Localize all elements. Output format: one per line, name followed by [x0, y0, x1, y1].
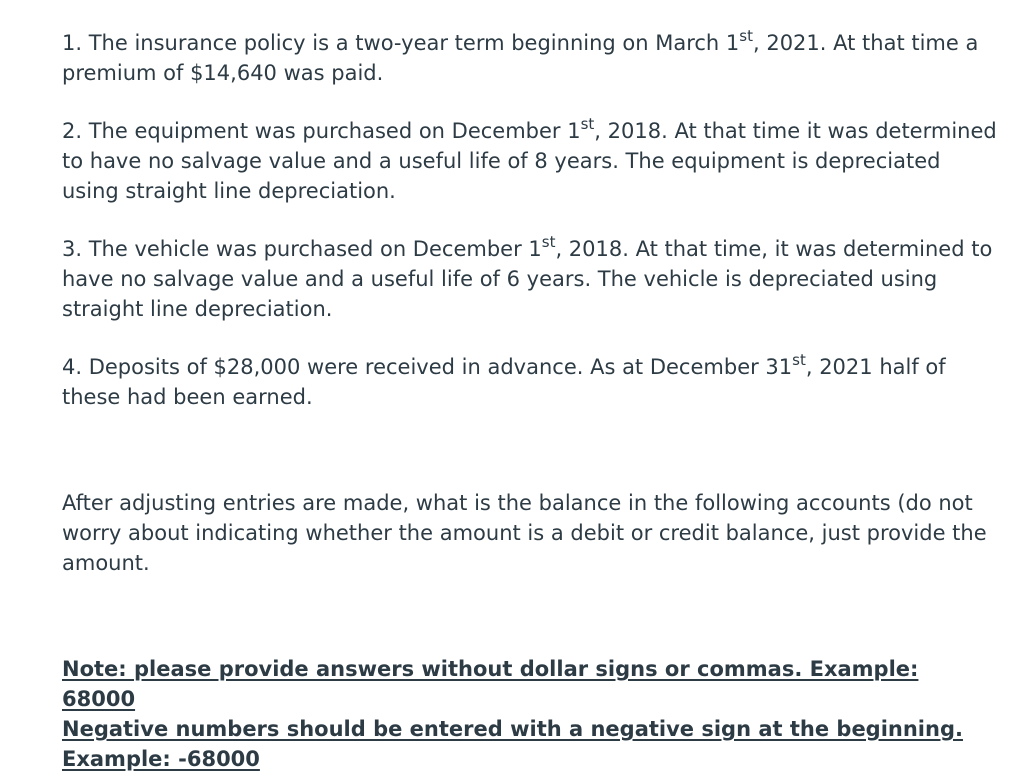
- item-3-ordinal-suffix: st: [541, 233, 556, 251]
- item-2-paragraph: [62, 116, 997, 206]
- item-4-paragraph: [62, 352, 997, 412]
- item-1-paragraph: [62, 28, 997, 88]
- spacer: [62, 324, 997, 352]
- item-4-text-rest: , 2021 half of these had been earned.: [62, 355, 946, 409]
- item-1-text-rest: , 2021. At that time a premium of $14,640 was paid.: [62, 31, 979, 85]
- item-4-ordinal-suffix: st: [792, 351, 806, 369]
- note-paragraph: [62, 654, 997, 774]
- item-2-text: 2. The equipment was purchased on December 1: [62, 119, 581, 143]
- spacer: [62, 578, 997, 654]
- item-3-text: 3. The vehicle was purchased on December 1: [62, 237, 542, 261]
- note-line-2: Negative numbers should be entered with a negative sign at the beginning. Example: -68000: [62, 717, 963, 771]
- item-2-ordinal-suffix: st: [580, 115, 595, 133]
- item-4-text: 4. Deposits of $28,000 were received in advance. As at December 31: [62, 355, 793, 379]
- item-3-text-rest: , 2018. At that time, it was determined to have no salvage value and a useful life of 6 years. The vehicle is depreciated using straight line depreciation.: [62, 237, 993, 321]
- note-line-1: Note: please provide answers without dollar signs or commas. Example: 68000: [62, 657, 919, 711]
- spacer: [62, 88, 997, 116]
- spacer: [62, 206, 997, 234]
- item-2-text-rest: , 2018. At that time it was determined to have no salvage value and a useful life of 8 years. The equipment is depreciated using straight line depreciation.: [62, 119, 997, 203]
- item-1-ordinal-suffix: st: [739, 27, 753, 45]
- question-paragraph: After adjusting entries are made, what is the balance in the following accounts (do not worry about indicating whether the amount is a debit or credit balance, just provide the amount.: [62, 491, 987, 575]
- item-3-paragraph: [62, 234, 997, 324]
- document-body: [62, 28, 997, 774]
- item-1-text: 1. The insurance policy is a two-year term beginning on March 1: [62, 31, 740, 55]
- spacer: [62, 412, 997, 488]
